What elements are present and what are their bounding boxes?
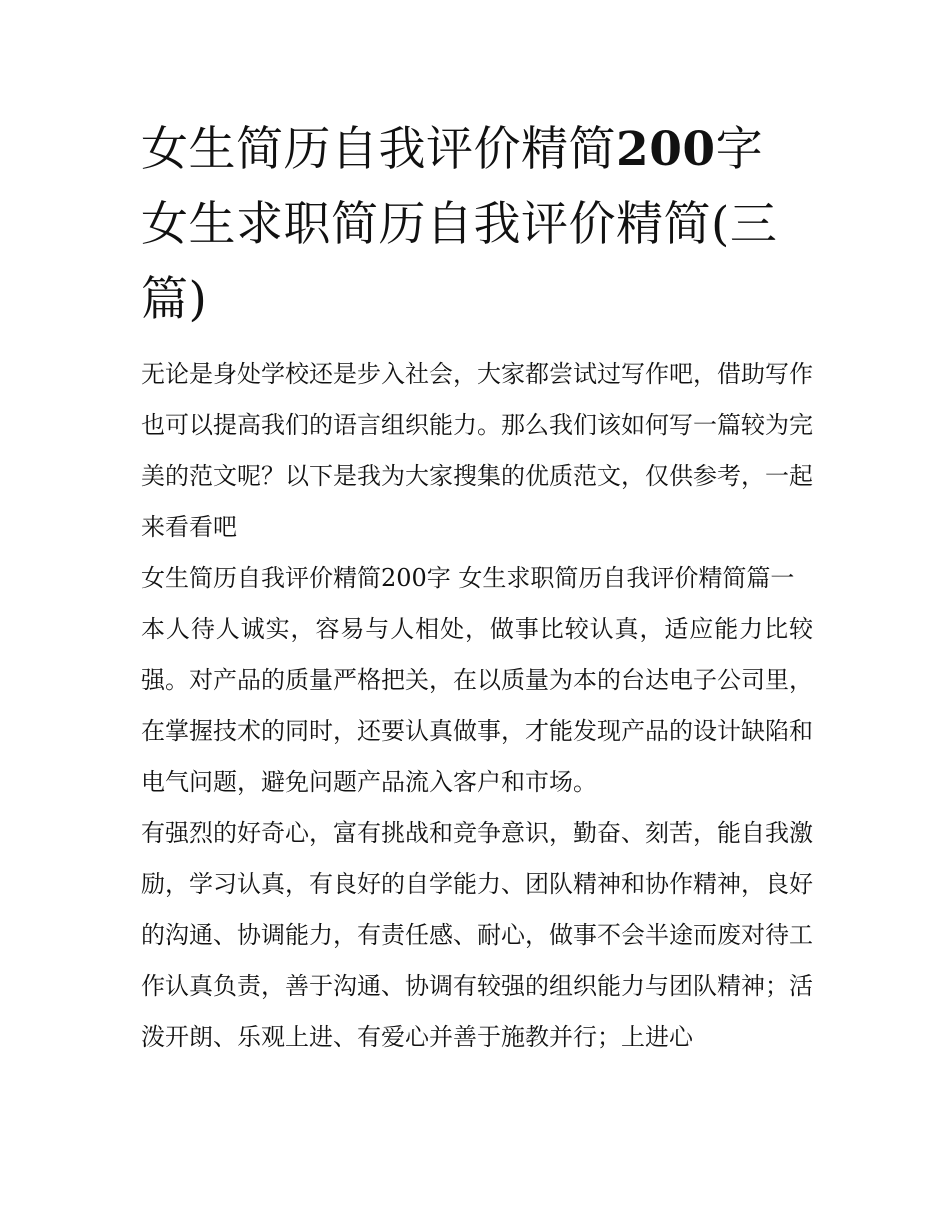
- body-paragraph-1: 本人待人诚实，容易与人相处，做事比较认真，适应能力比较强。对产品的质量严格把关，在以质量为本的台达电子公司里，在掌握技术的同时，还要认真做事，才能发现产品的设计缺陷和电气问题，避免问题产品流入客户和市场。: [141, 615, 813, 796]
- title-number: 200: [616, 122, 716, 177]
- intro-paragraph: 无论是身处学校还是步入社会，大家都尝试过写作吧，借助写作也可以提高我们的语言组织能力。那么我们该如何写一篇较为完美的范文呢？以下是我为大家搜集的优质范文，仅供参考，一起来看看吧: [141, 360, 813, 541]
- section-heading: 女生简历自我评价精简200字 女生求职简历自我评价精简篇一: [141, 564, 795, 592]
- title-text-part1: 女生简历自我评价精简: [141, 122, 616, 177]
- document-title: [141, 112, 813, 337]
- document-page: [141, 112, 813, 1063]
- title-text-part2: 字 女生求职简历自我评价精简(三篇): [141, 122, 778, 327]
- body-paragraph-2: 有强烈的好奇心，富有挑战和竞争意识，勤奋、刻苦，能自我激励，学习认真，有良好的自学能力、团队精神和协作精神，良好的沟通、协调能力，有责任感、耐心，做事不会半途而废对待工作认真负责，善于沟通、协调有较强的组织能力与团队精神；活泼开朗、乐观上进、有爱心并善于施教并行；上进心: [141, 819, 813, 1051]
